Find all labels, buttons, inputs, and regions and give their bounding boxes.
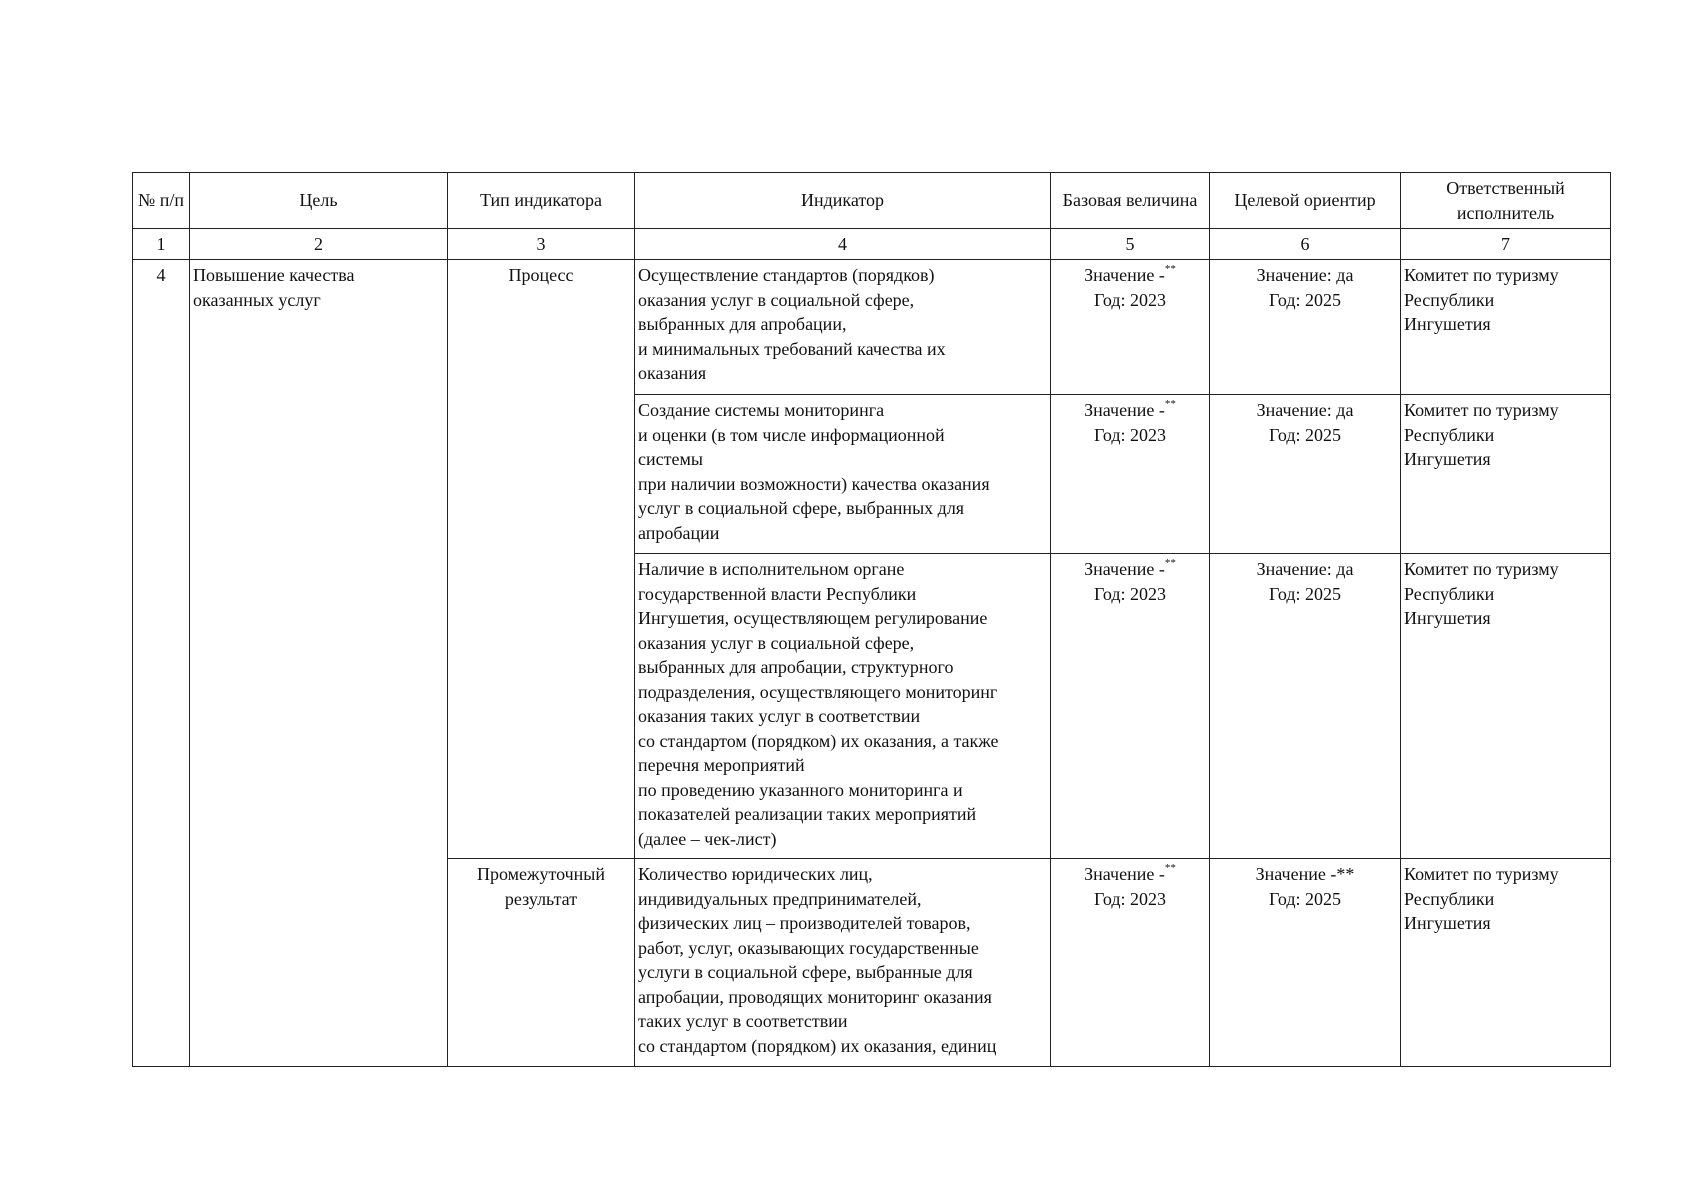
base-year: Год: 2023 bbox=[1094, 289, 1166, 310]
responsible-cell bbox=[1401, 859, 1611, 1067]
base-value-cell bbox=[1051, 554, 1210, 859]
responsible-cell bbox=[1401, 260, 1611, 395]
indicator-line: со стандартом (порядком) их оказания, единиц bbox=[638, 1035, 997, 1056]
target-value: Значение: да bbox=[1256, 559, 1354, 579]
table-row bbox=[133, 260, 1611, 395]
indicator-text bbox=[635, 260, 1051, 395]
indicator-line: апробации bbox=[638, 522, 720, 543]
header-type: Тип индикатора bbox=[448, 173, 635, 229]
header-num: № п/п bbox=[133, 173, 190, 229]
indicator-line: при наличии возможности) качества оказания bbox=[638, 473, 990, 494]
column-number: 1 bbox=[133, 229, 190, 260]
responsible-line: Ингушетия bbox=[1404, 913, 1491, 933]
indicator-line: оказания услуг в социальной сфере, bbox=[638, 632, 915, 653]
indicator-line: оказания bbox=[638, 363, 707, 383]
header-target: Целевой ориентир bbox=[1210, 173, 1401, 229]
indicator-line: апробации, проводящих мониторинг оказания bbox=[638, 986, 992, 1007]
base-value: Значение -** bbox=[1084, 862, 1176, 884]
indicator-line: Осуществление стандартов (порядков) bbox=[638, 265, 935, 285]
base-value: Значение -** bbox=[1084, 557, 1176, 579]
header-base: Базовая величина bbox=[1051, 173, 1210, 229]
indicator-text bbox=[635, 554, 1051, 859]
indicator-line: подразделения, осуществляющего мониторинг bbox=[638, 681, 998, 702]
base-year: Год: 2023 bbox=[1094, 424, 1166, 445]
indicator-line: таких услуг в соответствии bbox=[638, 1011, 848, 1031]
indicator-line: Ингушетия, осуществляющем регулирование bbox=[638, 608, 988, 628]
column-number: 4 bbox=[635, 229, 1051, 260]
indicator-type-process: Процесс bbox=[448, 260, 635, 859]
indicator-line: работ, услуг, оказывающих государственные bbox=[638, 937, 979, 958]
indicator-type-intermediate bbox=[448, 859, 635, 1067]
header-responsible bbox=[1401, 173, 1611, 229]
target-year: Год: 2025 bbox=[1269, 289, 1341, 310]
goal-cell bbox=[190, 260, 448, 1067]
indicator-type-line: результат bbox=[504, 888, 578, 909]
goal-line: Повышение качества bbox=[193, 265, 355, 285]
indicator-line: государственной власти Республики bbox=[638, 583, 917, 604]
responsible-line: Ингушетия bbox=[1404, 449, 1491, 469]
indicators-table bbox=[132, 172, 1611, 1067]
responsible-line: Ингушетия bbox=[1404, 314, 1491, 334]
indicator-line: индивидуальных предпринимателей, bbox=[638, 888, 922, 909]
responsible-line: Республики bbox=[1404, 424, 1495, 445]
indicator-line: оказания таких услуг в соответствии bbox=[638, 706, 921, 726]
responsible-cell bbox=[1401, 554, 1611, 859]
base-value: Значение -** bbox=[1084, 263, 1176, 285]
column-number: 6 bbox=[1210, 229, 1401, 260]
indicator-line: Создание системы мониторинга bbox=[638, 400, 885, 420]
header-indicator: Индикатор bbox=[635, 173, 1051, 229]
responsible-cell bbox=[1401, 395, 1611, 554]
target-value: Значение: да bbox=[1256, 400, 1354, 420]
indicator-line: выбранных для апробации, bbox=[638, 314, 847, 334]
indicator-text bbox=[635, 395, 1051, 554]
base-value-cell bbox=[1051, 859, 1210, 1067]
target-value-cell bbox=[1210, 260, 1401, 395]
target-year: Год: 2025 bbox=[1269, 888, 1341, 909]
indicator-line: (далее – чек-лист) bbox=[638, 828, 777, 849]
responsible-line: Республики bbox=[1404, 583, 1495, 604]
indicator-line: со стандартом (порядком) их оказания, а также bbox=[638, 730, 999, 751]
responsible-line: Комитет по туризму bbox=[1404, 265, 1559, 285]
base-year: Год: 2023 bbox=[1094, 888, 1166, 909]
target-value-cell bbox=[1210, 554, 1401, 859]
indicator-line: системы bbox=[638, 449, 703, 469]
responsible-line: Ингушетия bbox=[1404, 608, 1491, 628]
indicator-line: Количество юридических лиц, bbox=[638, 864, 873, 884]
column-number: 5 bbox=[1051, 229, 1210, 260]
responsible-line: Республики bbox=[1404, 289, 1495, 310]
indicator-line: оказания услуг в социальной сфере, bbox=[638, 289, 915, 310]
column-number: 7 bbox=[1401, 229, 1611, 260]
indicator-line: выбранных для апробации, структурного bbox=[638, 657, 954, 677]
indicator-line: услуг в социальной сфере, выбранных для bbox=[638, 498, 965, 518]
target-value-cell bbox=[1210, 859, 1401, 1067]
indicator-line: показателей реализации таких мероприятий bbox=[638, 804, 977, 824]
base-value-cell bbox=[1051, 260, 1210, 395]
goal-line: оказанных услуг bbox=[193, 289, 321, 310]
base-value-cell bbox=[1051, 395, 1210, 554]
base-value: Значение -** bbox=[1084, 398, 1176, 420]
column-number: 3 bbox=[448, 229, 635, 260]
indicator-line: физических лиц – производителей товаров, bbox=[638, 913, 971, 933]
indicator-type-line: Промежуточный bbox=[476, 864, 606, 884]
indicator-line: по проведению указанного мониторинга и bbox=[638, 779, 963, 800]
responsible-line: Комитет по туризму bbox=[1404, 400, 1559, 420]
base-year: Год: 2023 bbox=[1094, 583, 1166, 604]
header-goal: Цель bbox=[190, 173, 448, 229]
indicator-text bbox=[635, 859, 1051, 1067]
column-number-row bbox=[133, 229, 1611, 260]
indicator-line: Наличие в исполнительном органе bbox=[638, 559, 905, 579]
target-value-cell bbox=[1210, 395, 1401, 554]
target-value: Значение -** bbox=[1255, 864, 1355, 884]
header-row bbox=[133, 173, 1611, 229]
target-value: Значение: да bbox=[1256, 265, 1354, 285]
responsible-line: Республики bbox=[1404, 888, 1495, 909]
target-year: Год: 2025 bbox=[1269, 583, 1341, 604]
target-year: Год: 2025 bbox=[1269, 424, 1341, 445]
responsible-line: Комитет по туризму bbox=[1404, 559, 1559, 579]
column-number: 2 bbox=[190, 229, 448, 260]
indicator-line: услуги в социальной сфере, выбранные для bbox=[638, 962, 973, 982]
indicator-line: и минимальных требований качества их bbox=[638, 338, 946, 359]
indicator-line: перечня мероприятий bbox=[638, 755, 805, 775]
responsible-line: Комитет по туризму bbox=[1404, 864, 1559, 884]
header-responsible-line: Ответственный bbox=[1446, 178, 1565, 198]
header-responsible-line: исполнитель bbox=[1456, 202, 1555, 223]
indicator-line: и оценки (в том числе информационной bbox=[638, 424, 945, 445]
row-number: 4 bbox=[133, 260, 190, 1067]
